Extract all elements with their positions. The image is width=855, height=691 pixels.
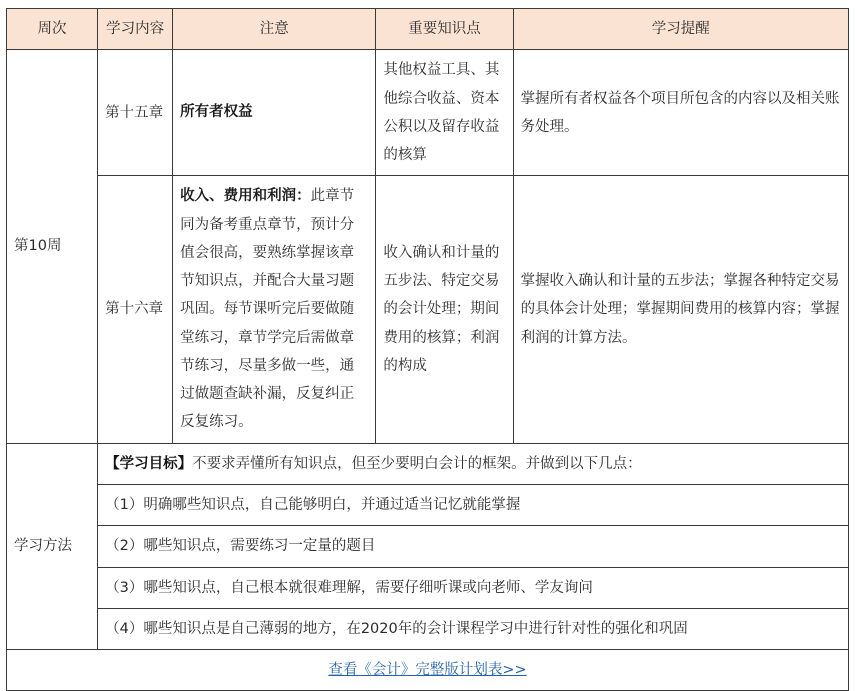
study-goal-header-cell [98,443,849,484]
study-plan-table [6,8,849,691]
table-row [7,50,849,176]
header-content: 学习内容 [98,9,173,50]
table-row [7,484,849,525]
study-goal-item: （1）明确哪些知识点，自己能够明白，并通过适当记忆就能掌握 [98,484,849,525]
study-goal-item: （2）哪些知识点，需要练习一定量的题目 [98,526,849,567]
notice-cell [173,176,376,443]
table-row [7,567,849,608]
header-week: 周次 [7,9,98,50]
notice-title: 所有者权益 [180,104,253,121]
notice-cell [173,50,376,176]
week-label-cell: 第10周 [7,50,98,443]
footer-link-cell[interactable] [7,650,849,691]
table-row [7,650,849,691]
table-body [7,50,849,691]
header-notice: 注意 [173,9,376,50]
table-row [7,526,849,567]
notice-title: 收入、费用和利润： [180,188,311,205]
header-key-points: 重要知识点 [376,9,513,50]
reminder-cell: 掌握所有者权益各个项目所包含的内容以及相关账务处理。 [513,50,848,176]
chapter-cell: 第十六章 [98,176,173,443]
table-row [7,608,849,649]
study-goal-item: （4）哪些知识点是自己薄弱的地方，在2020年的会计课程学习中进行针对性的强化和巩固 [98,608,849,649]
chapter-cell: 第十五章 [98,50,173,176]
table-row [7,443,849,484]
table-row [7,176,849,443]
study-goal-text: 不要求弄懂所有知识点，但至少要明白会计的框架。并做到以下几点： [192,455,642,472]
study-goal-title: 【学习目标】 [105,455,193,472]
reminder-cell: 掌握收入确认和计量的五步法；掌握各种特定交易的具体会计处理；掌握期间费用的核算内容；掌握利润的计算方法。 [513,176,848,443]
notice-body: 此章节同为备考重点章节，预计分值会很高，要熟练掌握该章节知识点，并配合大量习题巩固。每节课听完后要做随堂练习，章节学完后需做章节练习，尽量多做一些，通过做题查缺补漏，反复纠正反复练习。 [180,188,355,431]
header-reminder: 学习提醒 [513,9,848,50]
key-points-cell: 其他权益工具、其他综合收益、资本公积以及留存收益的核算 [376,50,513,176]
study-goal-item: （3）哪些知识点，自己根本就很难理解，需要仔细听课或向老师、学友询问 [98,567,849,608]
full-plan-link[interactable]: 查看《会计》完整版计划表>> [328,662,527,679]
table-header [7,9,849,50]
header-row [7,9,849,50]
key-points-cell: 收入确认和计量的五步法、特定交易的会计处理；期间费用的核算；利润的构成 [376,176,513,443]
study-method-label-cell: 学习方法 [7,443,98,649]
